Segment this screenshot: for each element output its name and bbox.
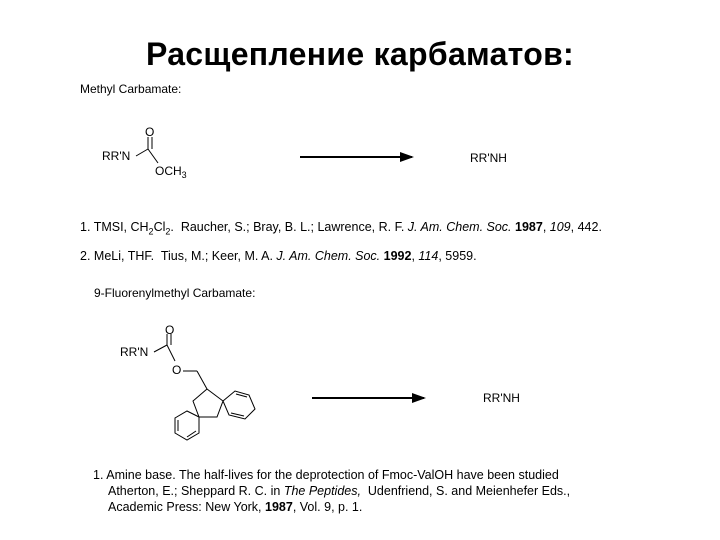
- fluorene-five-ring: [193, 389, 223, 417]
- methyl-carbamate-label: Methyl Carbamate:: [80, 82, 182, 96]
- fmoc-carbamate-label: 9-Fluorenylmethyl Carbamate:: [94, 286, 256, 300]
- reaction-arrow-2: [312, 397, 424, 399]
- fmoc-ref-line-2: Atherton, E.; Sheppard R. C. in The Peptides, Udenfriend, S. and Meienhefer Eds.,: [108, 484, 571, 498]
- bond-c-o-single: [167, 345, 175, 361]
- slide-title: Расщепление карбаматов:: [145, 36, 575, 72]
- bond-c-o-single: [148, 149, 158, 163]
- fmoc-amine-text: RR'N: [120, 345, 149, 359]
- methyl-ester-o: $OCH_3$: [155, 164, 187, 180]
- methyl-carbonyl-o: O: [145, 125, 155, 139]
- bond-n-c: [136, 149, 148, 156]
- bond-ch2-ch: [197, 371, 207, 389]
- fmoc-carbamate-structure: [115, 325, 275, 450]
- fmoc-product: RR'NH: [483, 391, 520, 405]
- fmoc-ester-o: O: [172, 363, 182, 377]
- methyl-amine-text: RR'N: [102, 149, 131, 163]
- methyl-product: RR'NH: [470, 151, 507, 165]
- fmoc-carbonyl-o: O: [165, 325, 175, 337]
- reaction-arrow-1: [300, 156, 412, 158]
- fmoc-ref-line-3: Academic Press: New York, 1987, Vol. 9, p. 1.: [108, 500, 363, 514]
- methyl-ref-2: 2. MeLi, THF. Tius, M.; Keer, M. A. J. Am. Chem. Soc. 1992, 114, 5959.: [80, 249, 477, 263]
- fluorene-left-ring: [175, 411, 199, 440]
- methyl-carbamate-structure: [100, 125, 210, 185]
- methyl-ref-1: 1. TMSI, $CH_2Cl_2$. Raucher, S.; Bray, B. L.; Lawrence, R. F. J. Am. Chem. Soc. 1987, 109, 442.: [80, 220, 602, 237]
- bond-n-c: [154, 345, 167, 352]
- fmoc-ref-line-1: 1. Amine base. The half-lives for the deprotection of Fmoc-ValOH have been studied: [93, 468, 559, 482]
